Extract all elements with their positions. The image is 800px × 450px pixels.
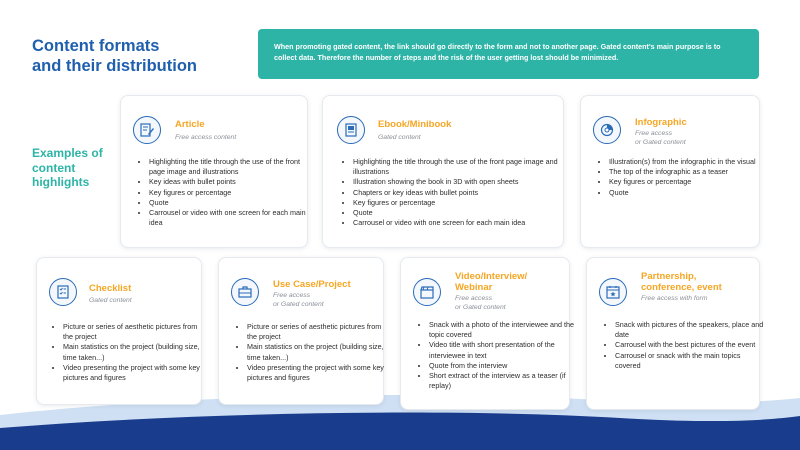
list-item: • Video presenting the project with some key pictures and figures bbox=[247, 363, 393, 383]
card-ebook bbox=[322, 95, 564, 248]
card-bullet-list bbox=[603, 320, 767, 371]
list-item: • Video title with short presentation of the interviewee in text bbox=[429, 340, 579, 360]
card-bullet-list bbox=[235, 322, 393, 383]
card-infographic bbox=[580, 95, 760, 248]
card-bullet-list bbox=[51, 322, 209, 383]
card-access-label: Free access with form bbox=[641, 295, 708, 302]
list-item: • Highlighting the title through the use of the front page image and illustrations bbox=[149, 157, 315, 177]
list-item: • Carrousel with the best pictures of the event bbox=[615, 340, 767, 350]
card-title: Video/Interview/ Webinar bbox=[455, 271, 528, 293]
list-item: • Highlighting the title through the use of the front page image and illustrations bbox=[353, 157, 571, 177]
gated-content-notice: When promoting gated content, the link should go directly to the form and not to another page. Gated content's main purpose is to collect data. Therefore the number of steps and the risk of the user getting lost should be minimized. bbox=[258, 29, 759, 79]
page-title: Content formats and their distribution bbox=[32, 37, 197, 75]
list-item: • Short extract of the interview as a teaser (if replay) bbox=[429, 371, 579, 391]
infographic-chart-icon bbox=[593, 116, 621, 144]
card-access-label: Free access or Gated content bbox=[455, 295, 506, 311]
card-access-label: Free access content bbox=[175, 134, 237, 141]
calendar-star-icon bbox=[599, 278, 627, 306]
list-item: • Video presenting the project with some key pictures and figures bbox=[63, 363, 209, 383]
list-item: • Picture or series of aesthetic pictures from the project bbox=[63, 322, 209, 342]
card-title: Article bbox=[175, 119, 205, 130]
list-item: • Main statistics on the project (building size, time taken...) bbox=[247, 342, 393, 362]
card-bullet-list bbox=[341, 157, 571, 228]
card-title: Infographic bbox=[635, 117, 687, 128]
list-item: • Illustration(s) from the infographic in the visual bbox=[609, 157, 767, 167]
list-item: • Picture or series of aesthetic pictures from the project bbox=[247, 322, 393, 342]
checklist-icon bbox=[49, 278, 77, 306]
clapperboard-icon bbox=[413, 278, 441, 306]
list-item: • Key figures or percentage bbox=[609, 177, 767, 187]
list-item: • Snack with pictures of the speakers, place and date bbox=[615, 320, 767, 340]
list-item: • Main statistics on the project (building size, time taken...) bbox=[63, 342, 209, 362]
card-bullet-list bbox=[137, 157, 315, 228]
article-edit-icon bbox=[133, 116, 161, 144]
list-item: • Carrousel or snack with the main topics covered bbox=[615, 351, 767, 371]
card-partnership-event bbox=[586, 257, 764, 410]
card-video-interview-webinar bbox=[400, 257, 575, 410]
list-item: • Key ideas with bullet points bbox=[149, 177, 315, 187]
card-title: Ebook/Minibook bbox=[378, 119, 452, 130]
card-use-case bbox=[218, 257, 384, 405]
section-subtitle: Examples of content highlights bbox=[32, 146, 103, 189]
card-access-label: Gated content bbox=[378, 134, 421, 141]
card-access-label: Free access or Gated content bbox=[273, 292, 324, 308]
list-item: • Key figures or percentage bbox=[353, 198, 571, 208]
card-title: Checklist bbox=[89, 283, 132, 294]
briefcase-icon bbox=[231, 278, 259, 306]
card-title: Use Case/Project bbox=[273, 279, 351, 290]
list-item: • Quote bbox=[149, 198, 315, 208]
list-item: • Key figures or percentage bbox=[149, 188, 315, 198]
card-access-label: Free access or Gated content bbox=[635, 130, 686, 146]
list-item: • Quote bbox=[353, 208, 571, 218]
card-bullet-list bbox=[417, 320, 579, 391]
card-checklist bbox=[36, 257, 202, 405]
list-item: • Snack with a photo of the interviewee and the topic covered bbox=[429, 320, 579, 340]
list-item: • The top of the infographic as a teaser bbox=[609, 167, 767, 177]
ebook-icon bbox=[337, 116, 365, 144]
card-bullet-list bbox=[597, 157, 767, 198]
list-item: • Carrousel or video with one screen for each main idea bbox=[149, 208, 315, 228]
card-title: Partnership, conference, event bbox=[641, 271, 722, 293]
list-item: • Quote from the interview bbox=[429, 361, 579, 371]
list-item: • Quote bbox=[609, 188, 767, 198]
list-item: • Carrousel or video with one screen for each main idea bbox=[353, 218, 571, 228]
card-article bbox=[120, 95, 308, 248]
list-item: • Illustration showing the book in 3D with open sheets bbox=[353, 177, 571, 187]
card-access-label: Gated content bbox=[89, 297, 132, 304]
list-item: • Chapters or key ideas with bullet points bbox=[353, 188, 571, 198]
